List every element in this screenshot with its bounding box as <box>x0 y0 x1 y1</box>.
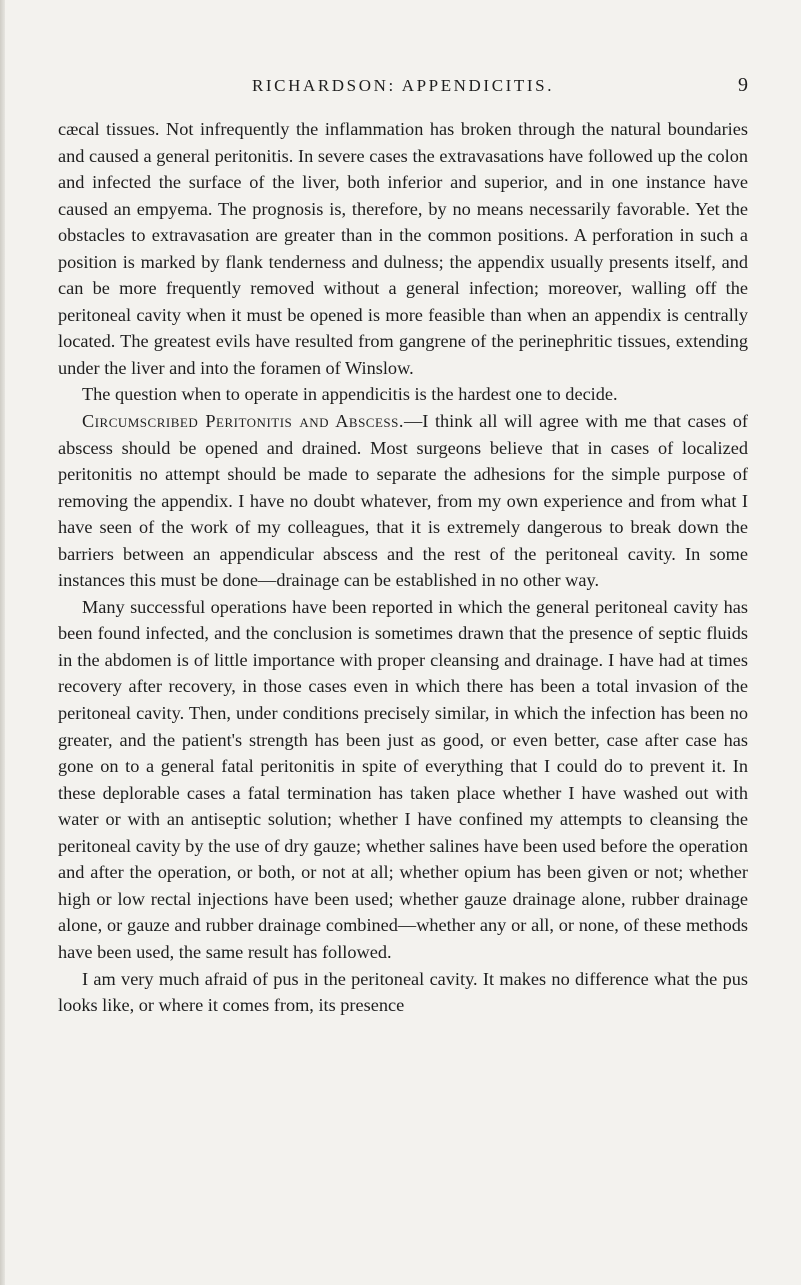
paragraph <box>58 408 748 594</box>
paragraph-text: Many successful operations have been reported in which the general peritoneal cavity has been found infected, and the conclusion is sometimes drawn that the presence of septic fluids in the abdomen is of little importance with proper cleansing and drainage. I have had at times recovery after recovery, in those cases even in which there has been a total invasion of the peritoneal cavity. Then, under conditions precisely similar, in which the infection has been no greater, and the patient's strength has been just as good, or even better, case after case has gone on to a general fatal peritonitis in spite of everything that I could do to prevent it. In these deplorable cases a fatal termination has taken place whether I have washed out with water or with an antiseptic solution; whether I have confined my attempts to cleansing the peritoneal cavity by the use of dry gauze; whether salines have been used before the operation and after the operation, or both, or not at all; whether opium has been given or not; whether high or low rectal injections have been used; whether gauze drainage alone, rubber drainage alone, or gauze and rubber drainage combined—whether any or all, or none, of these methods have been used, the same result has followed. <box>58 596 748 962</box>
paragraph-text: The question when to operate in appendicitis is the hardest one to decide. <box>82 384 618 405</box>
page-header <box>58 74 748 104</box>
running-head: RICHARDSON: APPENDICITIS. <box>251 76 555 95</box>
paragraph-text: —I think all will agree with me that cases of abscess should be opened and drained. Most surgeons believe that in cases of localized peritonitis no attempt should be made to separate the adhesions for the simple purpose of removing the appendix. I have no doubt whatever, from my own experience and from what I have seen of the work of my colleagues, that it is extremely dangerous to break down the barriers between an appendicular abscess and the rest of the peritoneal cavity. In some instances this must be done—drainage can be established in no other way. <box>58 411 748 591</box>
page-edge-shadow <box>0 0 5 1285</box>
page-number: 9 <box>738 74 748 96</box>
paragraph <box>58 966 748 1019</box>
paragraph <box>58 594 748 966</box>
body-text <box>58 116 748 1019</box>
paragraph-text: I am very much afraid of pus in the peritoneal cavity. It makes no difference what the pus looks like, or where it comes from, its presence <box>58 968 748 1016</box>
section-heading: Circumscribed Peritonitis and Abscess. <box>82 411 404 432</box>
paragraph <box>58 381 748 408</box>
paragraph-text: cæcal tissues. Not infrequently the inflammation has broken through the natural boundaries and caused a general peritonitis. In severe cases the extravasations have followed up the colon and infected the surface of the liver, both inferior and superior, and in one instance have caused an empyema. The prognosis is, therefore, by no means necessarily favorable. Yet the obstacles to extravasation are greater than in the common positions. A perforation in such a position is marked by flank tenderness and dulness; the appendix usually presents itself, and can be more frequently removed without a general infection; moreover, walling off the peritoneal cavity when it must be opened is more feasible than when an appendix is centrally located. The greatest evils have resulted from gangrene of the perinephritic tissues, extending under the liver and into the foramen of Winslow. <box>58 119 748 378</box>
paragraph <box>58 116 748 381</box>
